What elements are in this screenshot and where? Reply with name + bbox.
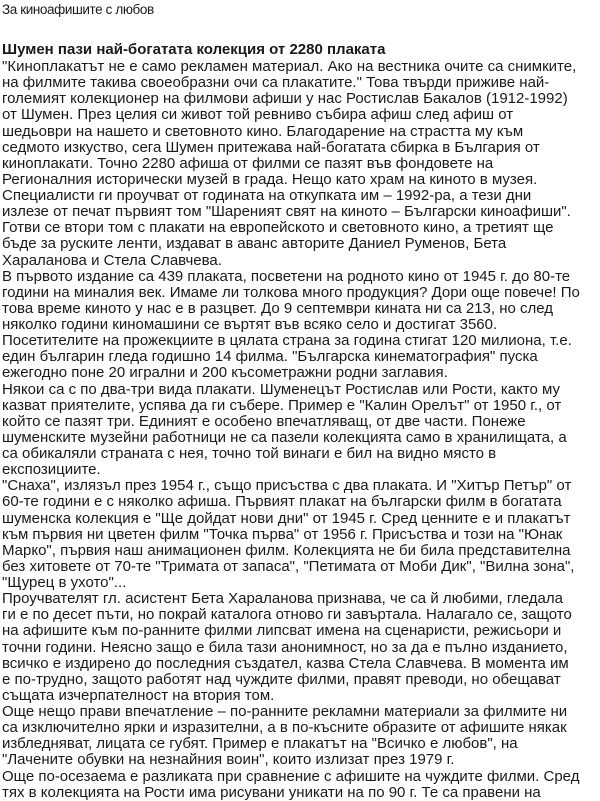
article-body [2, 59, 580, 801]
article-text-line: избледняват, лицата се губят. Пример е плакатът на "Всичко е любов", на [2, 735, 518, 753]
article-text-line: са изключително ярки и изразителни, а в по-късните образите от афишите някак [2, 719, 567, 737]
article-text-line: В първото издание са 439 плаката, посветени на родното кино от 1945 г. до 80-те [2, 267, 571, 285]
article-text-line: киноплакати. Точно 2280 афиша от филми се пазят във фондовете на [2, 154, 494, 172]
article-text-line: седмото изкуство, сега Шумен притежава най-богатата сбирка в България от [2, 138, 540, 156]
article-text-line: шедьоври на нашето и световното кино. Благодарение на страстта му към [2, 122, 524, 140]
article-text-line: Готви се втори том с плакати на европейското и световното кино, а третият ще [2, 219, 554, 237]
article-text-line: без хитовете от 70-те "Тримата от запаса", "Петимата от Моби Дик", "Вилна зона", [2, 557, 575, 575]
article-text-line: към първия ни цветен филм "Точка първа" от 1956 г. Присъства и този на "Юнак [2, 525, 563, 543]
article-text-line: шуменска колекция е "Ще дойдат нови дни" от 1945 г. Сред ценните е и плакатът [2, 509, 571, 527]
page-title: За киноафишите с любов [2, 2, 154, 17]
article-text-line: са обикаляли страната с нея, точно той винаги е бил на видно място в [2, 445, 497, 462]
article-text-line: бъде за руските ленти, издават в аванс авторите Даниел Руменов, Бета [2, 235, 507, 253]
article-text-line: казват приятелите, успява да ги събере. Пример е "Калин Орелът" от 1950 г., от [2, 396, 562, 414]
article-text-line: Посетителите на прожекциите в цялата страна за година стигат 120 милиона, т.е. [2, 332, 572, 350]
article-text-line: Някои са с по два-три вида плакати. Шуменецът Ростислав или Рости, както му [2, 380, 560, 398]
article-text-line: Още нещо прави впечатление – по-ранните рекламни материали за филмите ни [2, 703, 568, 720]
article-text-line: излезе от печат първият том "Шареният свят на киното – Български киноафиши". [2, 203, 571, 221]
article-heading: Шумен пази най-богатата колекция от 2280 плаката [2, 41, 386, 58]
article-text-line: от Шумен. През целия си живот той ревниво събира афиш след афиш от [2, 106, 514, 124]
article-text-line: който се пазят три. Единият е особено впечатляващ, от две части. Понеже [2, 412, 526, 430]
article-text-line: шуменските музейни работници не са пазели колекцията само в хранилищата, а [2, 428, 567, 446]
article-text-line: "Щурец в ухото"... [2, 574, 127, 591]
article-text-line: това време киното у нас е в разцвет. До 9 септември кината ни са 213, но след [2, 299, 554, 317]
article-text-line: един българин гледа годишно 14 филма. "Българска кинематография" пуска [2, 348, 538, 366]
article-text-line: "Киноплакатът не е само рекламен материал. Ако на вестника очите са снимките, [2, 58, 577, 75]
article-text-line: на афишите към по-ранните филми липсват имена на сценаристи, режисьори и [2, 622, 562, 640]
article-text-line: "Снаха", излязъл през 1954 г., също присъства с два плаката. И "Хитър Петър" от [2, 477, 572, 495]
article-text-line: Проучвателят гл. асистент Бета Хараланова признава, че са й любими, гледала [2, 590, 563, 608]
article-text-line: ги е по десет пъти, но покрай каталога отново ги завъртала. Налагало се, защото [2, 606, 572, 624]
article-text-line: експозициите. [2, 461, 101, 479]
article-text-line: Регионалния исторически музей в града. Нещо като храм на киното в музея. [2, 170, 538, 188]
article-text-line: Специалисти ги проучват от годината на откупката им – 1992-ра, а тези дни [2, 187, 532, 204]
article-text-line: Марко", първия наш анимационен филм. Колекцията не би била представителна [2, 541, 571, 559]
article-text-line: на филмите такива своеобразни очи са плакатите." Това твърди приживе най- [2, 74, 550, 92]
article-text-line: точни години. Неясно защо е била тази анонимност, но за да е пълно изданието, [2, 638, 568, 656]
article-text-line: няколко години киномашини се въртят във всяко село и достигат 3560. [2, 316, 498, 333]
article-text-line: тях в колекцията на Рости има рисувани уникати на по 90 г. Те са правени на [2, 783, 541, 801]
article-text-line: големият колекционер на филмови афиши у нас Ростислав Бакалов (1912-1992) [2, 90, 568, 108]
article-text-line: Още по-осезаема е разликата при сравнение с афишите на чуждите филми. Сред [2, 767, 580, 785]
article-text-line: същата изчерпателност на втория том. [2, 686, 275, 704]
article-text-line: всичко е издирено до последния създател, казва Стела Славчева. В момента им [2, 654, 569, 672]
article-text-line: ежегодно поне 20 игрални и 200 късометражни родни заглавия. [2, 364, 448, 382]
article-text-line: Хараланова и Стела Славчева. [2, 251, 222, 269]
article-text-line: 60-те години е с няколко афиша. Първият плакат на български филм в богатата [2, 493, 562, 511]
article-text-line: години на миналия век. Имаме ли толкова много продукция? Дори още повече! По [2, 283, 580, 301]
article-text-line: е по-трудно, защото работят над чуждите филми, правят преводи, но обещават [2, 670, 561, 688]
article-text-line: "Лачените обувки на незнайния воин", които излизат през 1979 г. [2, 751, 455, 769]
